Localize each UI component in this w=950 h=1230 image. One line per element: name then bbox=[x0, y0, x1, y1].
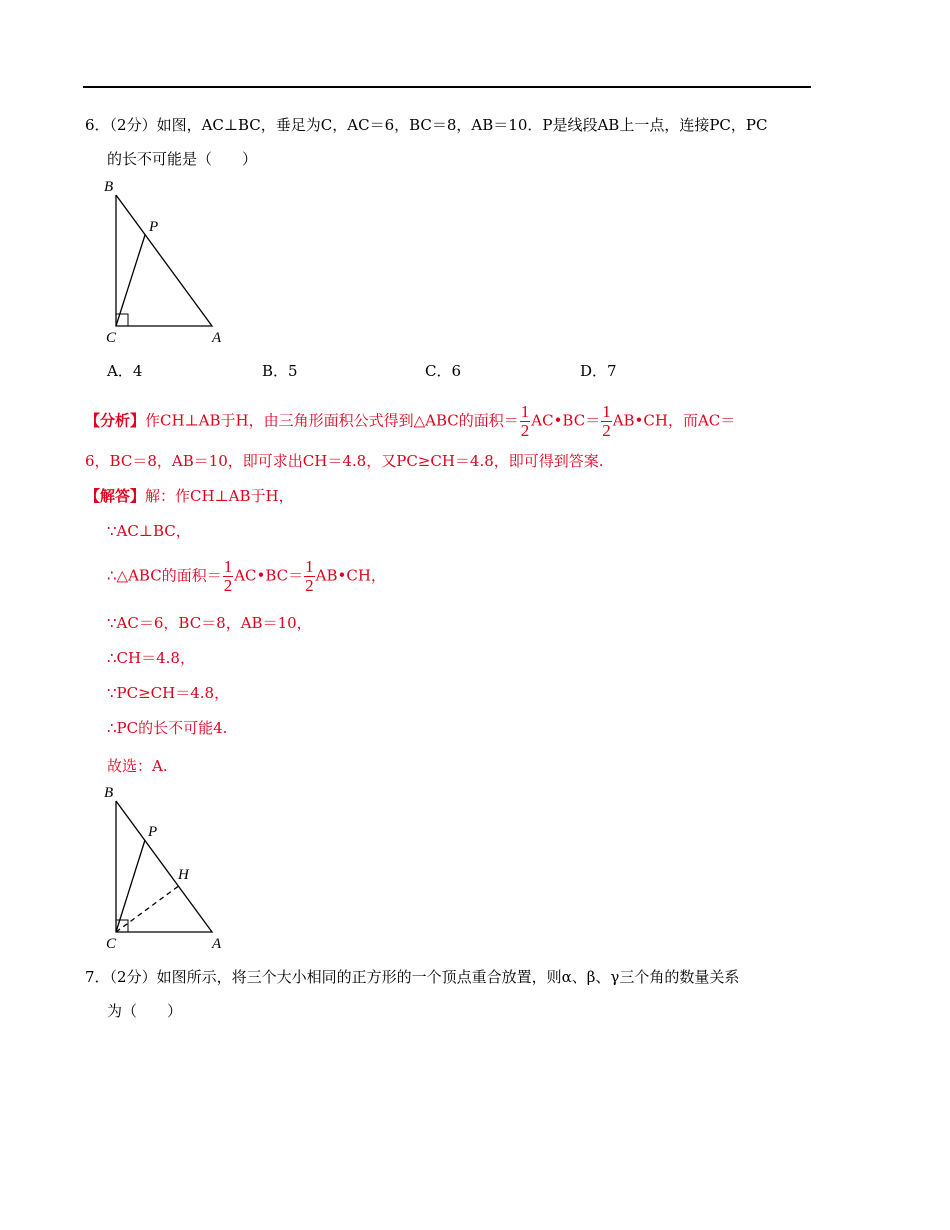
solution-tag: 【解答】 bbox=[85, 487, 146, 505]
solution-intro-line bbox=[85, 486, 294, 506]
label-h: H bbox=[178, 867, 189, 883]
solution-step-1: ∵AC⊥BC， bbox=[107, 522, 191, 540]
triangle-outline bbox=[116, 801, 212, 932]
solution-step-5: ∵PC≥CH＝4.8， bbox=[107, 684, 230, 702]
solution-step-2a: ∴△ABC的面积＝ bbox=[107, 566, 222, 585]
segment-pc bbox=[116, 840, 145, 932]
q6-stem-line2: 的长不可能是（ ） bbox=[107, 150, 258, 168]
altitude-ch-dashed bbox=[116, 885, 180, 932]
triangle-outline bbox=[116, 195, 212, 326]
option-a: A．4 bbox=[107, 362, 143, 380]
fraction-half: $\frac{1}{2}$ bbox=[602, 402, 611, 440]
analysis-tag: 【分析】 bbox=[85, 411, 146, 430]
label-a: A bbox=[212, 330, 222, 346]
label-p: P bbox=[148, 824, 158, 840]
solution-choice: 故选：A. bbox=[107, 757, 168, 775]
analysis-text-2: AC•BC＝ bbox=[531, 411, 601, 430]
q6-triangle-figure bbox=[100, 174, 235, 346]
solution-step-6: ∴PC的长不可能4. bbox=[107, 719, 228, 737]
solution-step-4: ∴CH＝4.8， bbox=[107, 649, 195, 667]
fraction-half: $\frac{1}{2}$ bbox=[520, 402, 530, 440]
solution-intro: 解：作CH⊥AB于H， bbox=[145, 487, 294, 505]
label-b: B bbox=[104, 179, 114, 195]
fraction-half: $\frac{1}{2}$ bbox=[223, 557, 233, 595]
solution-step-3: ∵AC＝6，BC＝8，AB＝10， bbox=[107, 614, 312, 632]
analysis-line1 bbox=[85, 403, 735, 440]
q7-stem-line2: 为（ ） bbox=[107, 1002, 183, 1020]
q7-stem-line1: 7．（2分）如图所示，将三个大小相同的正方形的一个顶点重合放置，则α、β、γ三个角的数量关系 bbox=[85, 968, 740, 986]
solution-step-2b: AC•BC＝ bbox=[234, 566, 304, 585]
fraction-half: $\frac{1}{2}$ bbox=[305, 557, 314, 595]
label-c: C bbox=[106, 936, 117, 952]
segment-pc bbox=[116, 235, 145, 326]
solution-step-2c: AB•CH， bbox=[315, 566, 386, 585]
label-b: B bbox=[104, 785, 114, 801]
label-c: C bbox=[106, 330, 117, 346]
analysis-text-1: 作CH⊥AB于H，由三角形面积公式得到△ABC的面积＝ bbox=[145, 411, 519, 430]
label-a: A bbox=[212, 936, 222, 952]
header-rule bbox=[83, 86, 811, 88]
label-p: P bbox=[149, 219, 159, 235]
q6-stem-line1: 6．（2分）如图，AC⊥BC，垂足为C，AC＝6，BC＝8，AB＝10．P是线段AB上一点，连接PC，PC bbox=[85, 116, 768, 134]
option-d: D．7 bbox=[580, 362, 617, 380]
solution-step-2 bbox=[107, 558, 386, 595]
analysis-text-3: AB•CH，而AC＝ bbox=[612, 411, 736, 430]
solution-triangle-figure bbox=[100, 780, 235, 952]
option-c: C．6 bbox=[425, 362, 462, 380]
analysis-line2: 6，BC＝8，AB＝10，即可求出CH＝4.8，又PC≥CH＝4.8，即可得到答案. bbox=[85, 452, 604, 470]
option-b: B．5 bbox=[262, 362, 298, 380]
